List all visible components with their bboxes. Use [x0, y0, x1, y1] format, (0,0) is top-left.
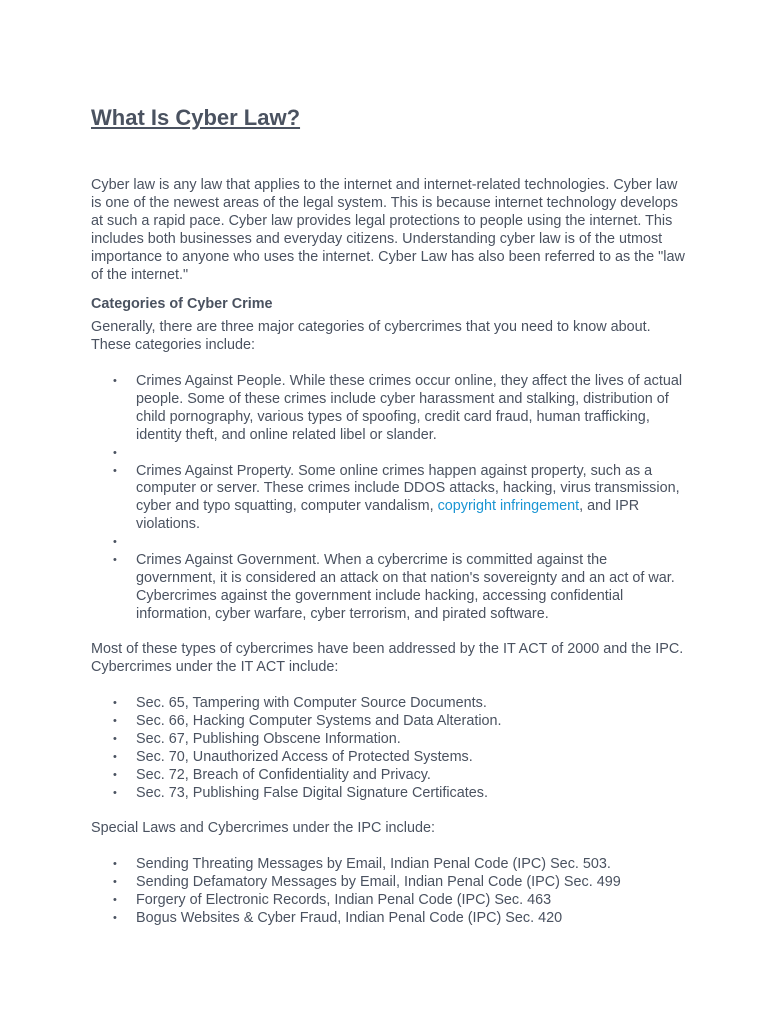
list-item: [91, 856, 691, 874]
list-item: [91, 910, 691, 928]
bullet-icon: •: [113, 714, 117, 727]
list-item-text: Sec. 67, Publishing Obscene Information.: [136, 730, 401, 747]
list-item: [91, 767, 691, 785]
it-act-list: [91, 695, 691, 802]
bullet-icon: •: [113, 464, 117, 477]
list-item-crimes-against-people: [91, 373, 691, 445]
list-item-text: Crimes Against Government. When a cybercrime is committed against the government, it is considered an attack on that nation's sovereignty and an act of war. Cybercrimes against the government include hacking, accessing confidential information, cyber warfare, cyber terrorism, and pirated software.: [136, 552, 675, 622]
list-item-text: Sec. 70, Unauthorized Access of Protected Systems.: [136, 748, 473, 765]
bullet-icon: •: [113, 750, 117, 763]
list-item-text: Bogus Websites & Cyber Fraud, Indian Penal Code (IPC) Sec. 420: [136, 909, 563, 926]
categories-heading: Categories of Cyber Crime: [91, 296, 273, 312]
ipc-intro-paragraph: Special Laws and Cybercrimes under the IPC include:: [91, 820, 435, 836]
bullet-icon: •: [113, 911, 117, 924]
categories-list: [91, 373, 691, 624]
ipc-list: [91, 856, 691, 928]
list-item: [91, 892, 691, 910]
list-item-empty: [91, 534, 691, 552]
bullet-icon: •: [113, 375, 117, 387]
list-item-text: Sec. 66, Hacking Computer Systems and Data Alteration.: [136, 712, 502, 729]
list-item-text: Sec. 73, Publishing False Digital Signature Certificates.: [136, 784, 488, 801]
bullet-icon: •: [113, 858, 117, 870]
list-item: [91, 785, 691, 803]
list-item: [91, 713, 691, 731]
list-item: [91, 731, 691, 749]
bullet-icon: •: [113, 536, 117, 549]
list-item-crimes-against-property: [91, 463, 691, 535]
intro-paragraph: Cyber law is any law that applies to the internet and internet-related technologies. Cyber law is one of the newest areas of the legal system. This is because internet technology develops at such a rapid pace. Cyber law provides legal protections to people using the internet. This includes both businesses and everyday citizens. Understanding cyber law is of the utmost importance to anyone who uses the internet. Cyber Law has also been referred to as the "law of the internet.": [91, 177, 685, 283]
list-item-text: Crimes Against People. While these crimes occur online, they affect the lives of actual people. Some of these crimes include cyber harassment and stalking, distribution of child pornography, various types of spoofing, credit card fraud, human trafficking, identity theft, and online related libel or slander.: [136, 373, 683, 443]
list-item-crimes-against-government: [91, 552, 691, 624]
copyright-infringement-link[interactable]: copyright infringement: [437, 498, 580, 515]
bullet-icon: •: [113, 554, 117, 567]
list-item-text: Sending Threating Messages by Email, Indian Penal Code (IPC) Sec. 503.: [136, 856, 611, 872]
list-item: [91, 749, 691, 767]
bullet-icon: •: [113, 893, 117, 906]
list-item: [91, 695, 691, 713]
list-item-text: Sec. 65, Tampering with Computer Source Documents.: [136, 695, 487, 711]
it-act-intro-paragraph: Most of these types of cybercrimes have been addressed by the IT ACT of 2000 and the IPC. Cybercrimes under the IT ACT include:: [91, 641, 684, 675]
bullet-icon: •: [113, 875, 117, 888]
bullet-icon: •: [113, 768, 117, 781]
page-title: What Is Cyber Law?: [91, 105, 301, 130]
bullet-icon: •: [113, 732, 117, 745]
bullet-icon: •: [113, 786, 117, 799]
list-item-text-end: , and IPR violations.: [136, 498, 640, 533]
list-item-text: Forgery of Electronic Records, Indian Penal Code (IPC) Sec. 463: [136, 891, 552, 908]
bullet-icon: •: [113, 446, 117, 459]
list-item-text: Sec. 72, Breach of Confidentiality and Privacy.: [136, 766, 431, 783]
list-item-text: Sending Defamatory Messages by Email, Indian Penal Code (IPC) Sec. 499: [136, 873, 621, 890]
list-item: [91, 874, 691, 892]
list-item-text-start: Crimes Against Property. Some online crimes happen against property, such as a computer or server. These crimes include DDOS attacks, hacking, virus transmission, cyber and typo squatting, computer vandalism,: [136, 462, 680, 515]
bullet-icon: •: [113, 697, 117, 709]
categories-intro-paragraph: Generally, there are three major categories of cybercrimes that you need to know about. These categories include:: [91, 319, 651, 353]
list-item-empty: [91, 445, 691, 463]
